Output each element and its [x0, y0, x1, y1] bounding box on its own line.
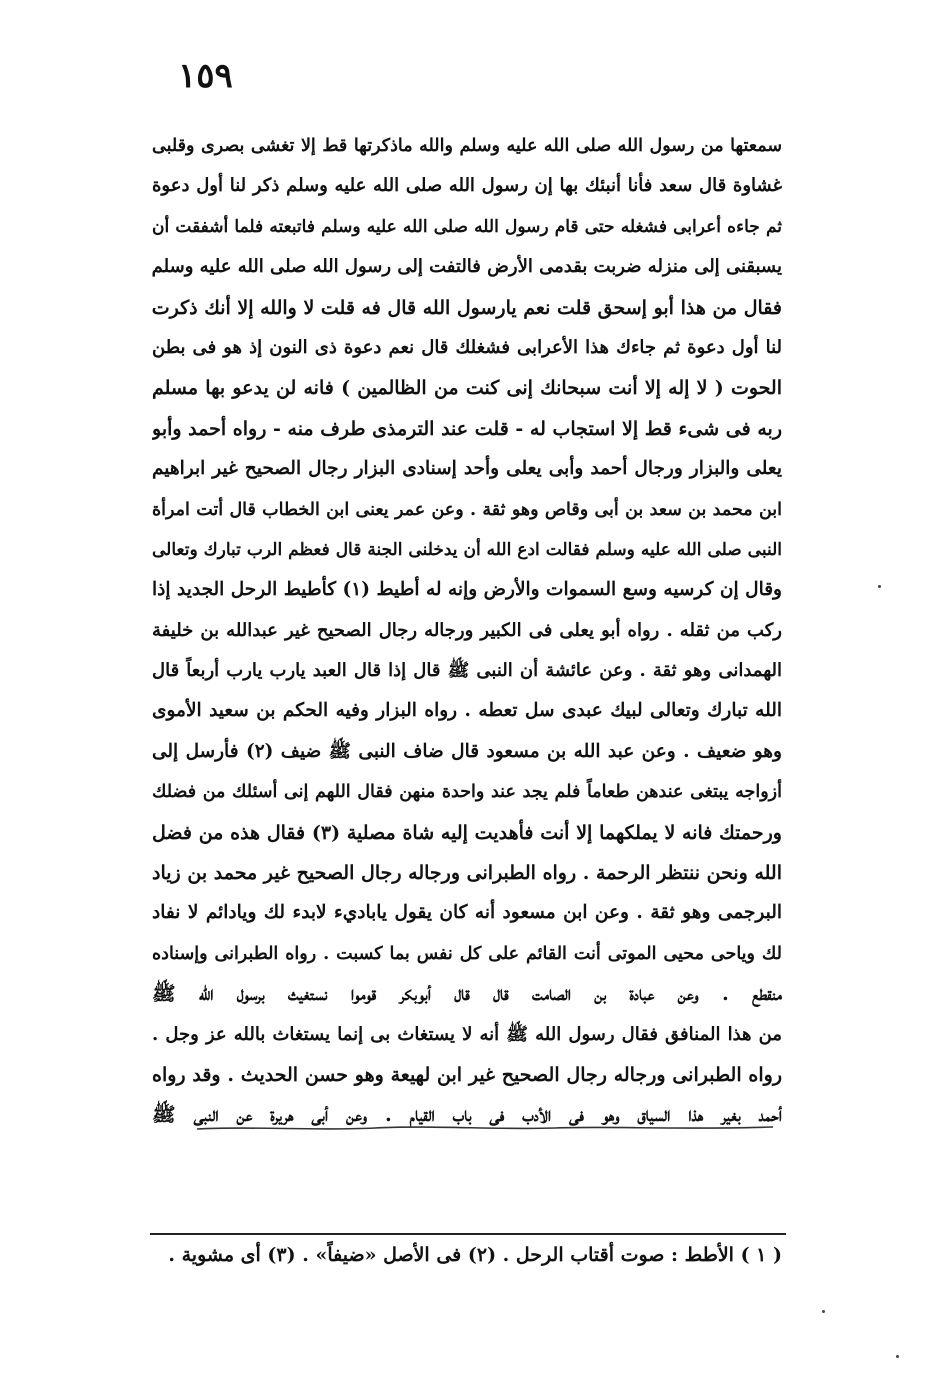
text-line: لك وياحى محيى الموتى أنت القائم على كل نفس بما كسبت . رواه الطبرانى وإسناده	[152, 943, 782, 964]
footnote-separator	[150, 1233, 786, 1235]
paper-speck	[896, 1355, 899, 1358]
text-line: يسبقنى إلى منزله ضربت بقدمى الأرض فالتفت إلى رسول الله صلى الله عليه وسلم	[152, 256, 782, 278]
text-line: ركب من ثقله . رواه أبو يعلى فى الكبير ورجاله رجال الصحيح غير عبدالله بن خليفة	[152, 619, 782, 641]
text-line: يعلى والبزار ورجال أحمد وأبى يعلى وأحد إسنادى البزار رجال الصحيح غير ابراهيم	[152, 458, 782, 480]
text-line: النبى صلى الله عليه وسلم فقالت ادع الله أن يدخلنى الجنة قال فعظم الرب تبارك وتعالى	[152, 539, 782, 560]
text-line: ابن محمد بن سعد بن أبى وقاص وهو ثقة . وعن عمر يعنى ابن الخطاب قال أتت امرأة	[152, 499, 782, 520]
text-line: من هذا المنافق فقال رسول الله ﷺ أنه لا يستغاث بى إنما يستغاث بالله عز وجل .	[152, 1023, 782, 1045]
text-line: الهمدانى وهو ثقة . وعن عائشة أن النبى ﷺ قال إذا قال العبد يارب يارب أربعاً قال	[152, 660, 782, 682]
text-line: البرجمى وهو ثقة . وعن ابن مسعود أنه كان يقول ياباديء لابدء لك ويادائم لا نفاد	[152, 902, 782, 924]
text-line: منقطع . وعن عبادة بن الصامت قال قال أبوبكر قوموا نستغيث برسول الله ﷺ	[152, 982, 782, 1006]
text-line: سمعتها من رسول الله صلى الله عليه وسلم والله ماذكرتها قط إلا تغشى بصرى وقلبى	[152, 136, 782, 156]
paper-speck	[878, 585, 881, 588]
text-line: ورحمتك فانه لا يملكهما إلا أنت فأهديت إليه شاة مصلية (٣) فقال هذه من فضل	[152, 821, 782, 844]
text-line: الله ونحن ننتظر الرحمة . رواه الطبرانى ورجاله رجال الصحيح غير محمد بن زياد	[152, 862, 782, 885]
text-line: وهو ضعيف . وعن عبد الله بن مسعود قال ضاف النبى ﷺ ضيف (٢) فأرسل إلى	[152, 740, 782, 762]
text-line: لنا أول دعوة ثم جاءك هذا الأعرابى فشغلك قال نعم دعوة ذى النون إذ هو فى بطن	[152, 336, 782, 358]
text-line: وقال إن كرسيه وسع السموات والأرض وإنه له أطيط (١) كأطيط الرحل الجديد إذا	[152, 579, 782, 601]
text-line: ثم جاءه أعرابى فشغله حتى قام رسول الله صلى الله عليه وسلم فاتبعته فلما أشفقت أن	[152, 216, 782, 237]
text-line: غشاوة قال سعد فأنا أنبئك بها إن رسول الله صلى الله عليه وسلم ذكر لنا أول دعوة	[152, 175, 782, 197]
text-line: فقال من هذا أبو إسحق قلت نعم يارسول الله قال فه قلت لا والله إلا أنك ذكرت	[152, 296, 782, 319]
text-line: أزواجه يبتغى عندهن طعاماً فلم يجد عند واحدة منهن فقال اللهم إنى أسئلك من فضلك	[152, 782, 782, 803]
body-text	[152, 126, 782, 1136]
text-line: الحوت ( لا إله إلا أنت سبحانك إنى كنت من الظالمين ) فانه لن يدعو بها مسلم	[152, 377, 782, 400]
text-line: رواه الطبرانى ورجاله رجال الصحيح غير ابن لهيعة وهو حسن الحديث . وقد رواه	[152, 1063, 782, 1086]
handwritten-underline	[195, 1123, 775, 1133]
text-line: الله تبارك وتعالى لبيك عبدى سل تعطه . رواه البزار وفيه الحكم بن سعيد الأموى	[152, 700, 782, 722]
footnote: ( ١ ) الأطط : صوت أقتاب الرحل . (٢) فى الأصل «ضيفاً» . (٣) أى مشوية .	[168, 1244, 782, 1266]
paper-speck	[822, 1310, 825, 1313]
page-number: ١٥٩	[178, 56, 233, 96]
text-line: أحمد بغير هذا السياق وهو فى الأدب فى باب القيام . وعن أبى هريرة عن النبى ﷺ	[152, 1103, 782, 1127]
text-line: ربه فى شىء قط إلا استجاب له - قلت عند الترمذى طرف منه - رواه أحمد وأبو	[152, 417, 782, 440]
